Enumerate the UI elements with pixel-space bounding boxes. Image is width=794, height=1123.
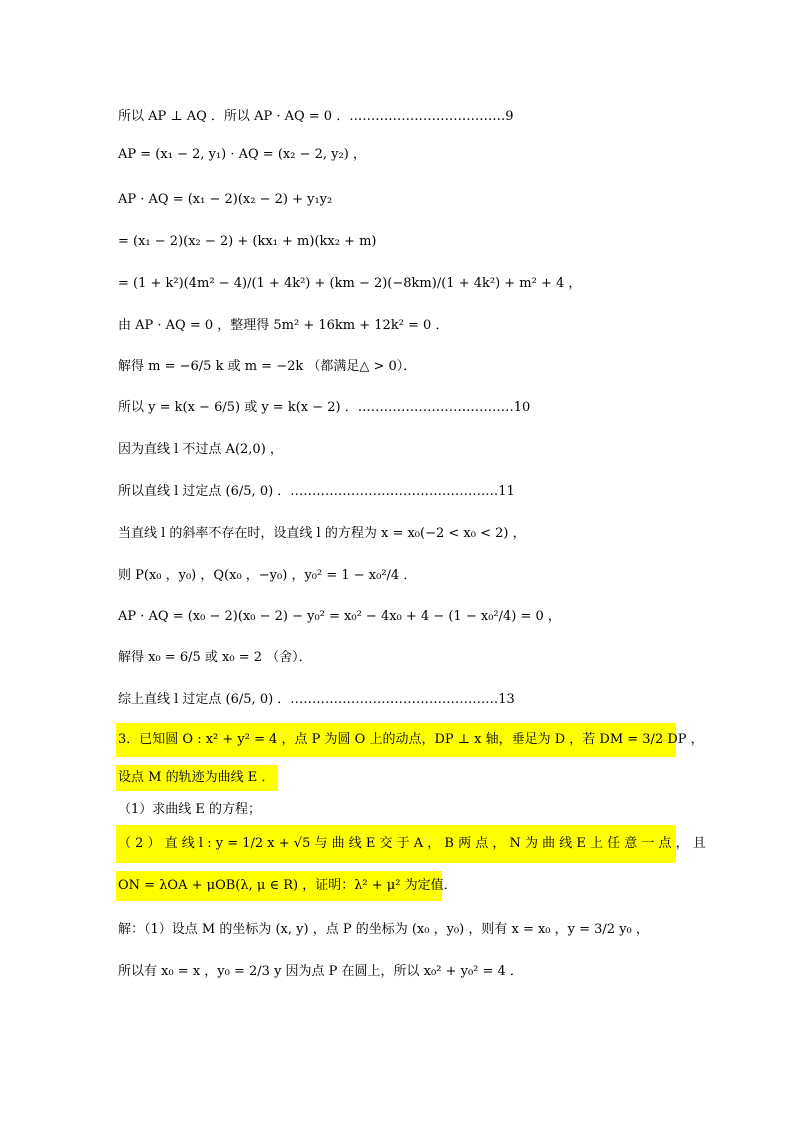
solution-line: 所以有 x₀ = x ，y₀ = 2/3 y 因为点 P 在圆上，所以 x₀² + y₀² = 4 ． [118,964,523,979]
text-line: AP · AQ = (x₁ − 2)(x₂ − 2) + y₁y₂ [118,192,333,207]
text-line: 因为直线 l 不过点 A(2,0) ， [118,442,283,457]
text-line: 解得 x₀ = 6/5 或 x₀ = 2 （舍）． [118,650,312,665]
text-line: 综上直线 l 过定点 (6/5, 0) ．…………………………………………13 [118,692,515,707]
text-line: AP · AQ = (x₀ − 2)(x₀ − 2) − y₀² = x₀² − 4x₀ + 4 − (1 − x₀²/4) = 0 ， [118,609,561,624]
text-line: 则 P(x₀ ，y₀) ，Q(x₀ ，−y₀) ，y₀² = 1 − x₀²/4 ． [118,568,417,583]
text-line: 所以直线 l 过定点 (6/5, 0) ．…………………………………………11 [118,484,515,499]
problem-part-2-cont: ON = λOA + μOB(λ, μ ∈ R) ，证明：λ² + μ² 为定值． [118,878,457,893]
text-line: = (1 + k²)(4m² − 4)/(1 + 4k²) + (km − 2)(−8km)/(1 + 4k²) + m² + 4 ， [118,276,582,291]
text-line: 所以 AP ⊥ AQ ．所以 AP · AQ = 0 ．………………………………9 [118,109,514,124]
problem-statement-line: 设点 M 的轨迹为曲线 E ． [118,770,275,785]
text-line: 由 AP · AQ = 0 ，整理得 5m² + 16km + 12k² = 0 ． [118,318,449,333]
problem-part-1: （1）求曲线 E 的方程； [118,802,262,817]
text-line: 当直线 l 的斜率不存在时，设直线 l 的方程为 x = x₀(−2 < x₀ < 2) ， [118,526,526,541]
solution-line: 解：（1）设点 M 的坐标为 (x, y) ，点 P 的坐标为 (x₀ ，y₀) ，则有 x = x₀ ，y = 3/2 y₀ ， [118,922,649,937]
text-line: = (x₁ − 2)(x₂ − 2) + (kx₁ + m)(kx₂ + m) [118,234,377,249]
text-line: 所以 y = k(x − 6/5) 或 y = k(x − 2) ．………………………………10 [118,400,531,415]
text-line: 解得 m = −6/5 k 或 m = −2k （都满足△ > 0）． [118,359,417,374]
problem-part-2: （ 2 ） 直 线 l : y = 1/2 x + √5 与 曲 线 E 交 于 A ， B 两 点 ， N 为 曲 线 E 上 任 意 一 点 ， 且 [118,836,706,851]
text-line: AP = (x₁ − 2, y₁) · AQ = (x₂ − 2, y₂) ， [118,147,366,162]
problem-statement-line: 3．已知圆 O : x² + y² = 4 ，点 P 为圆 O 上的动点，DP ⊥ x 轴，垂足为 D ，若 DM = 3/2 DP ， [118,732,704,747]
